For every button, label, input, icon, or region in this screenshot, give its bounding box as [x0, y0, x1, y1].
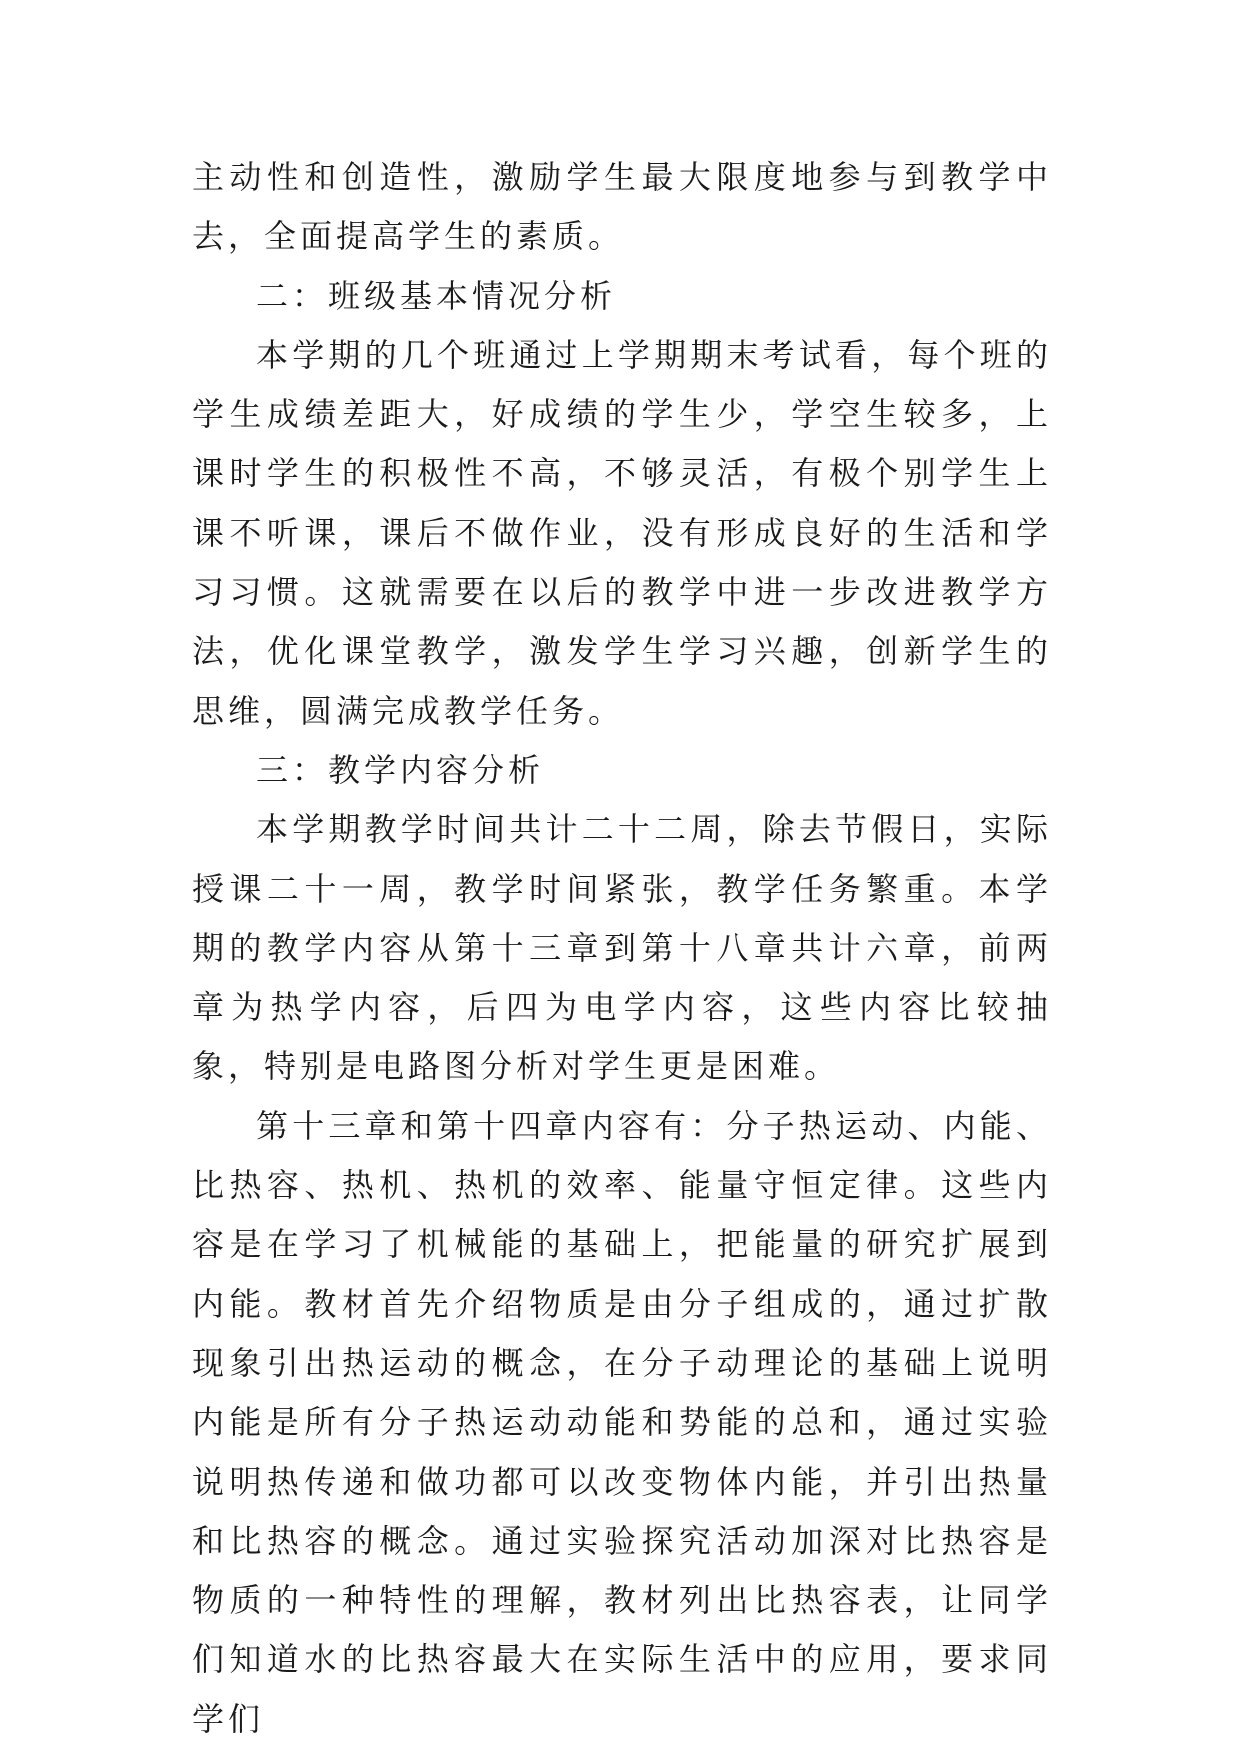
body-paragraph: 本学期教学时间共计二十二周，除去节假日，实际授课二十一周，教学时间紧张，教学任务繁重。本学期的教学内容从第十三章到第十八章共计六章，前两章为热学内容，后四为电学内容，这些内容比较抽象，特别是电路图分析对学生更是困难。 — [192, 810, 1052, 1086]
section-heading-class-analysis: 二：班级基本情况分析 — [256, 276, 617, 315]
body-paragraph: 第十三章和第十四章内容有：分子热运动、内能、比热容、热机、热机的效率、能量守恒定律。这些内容是在学习了机械能的基础上，把能量的研究扩展到内能。教材首先介绍物质是由分子组成的，通过扩散现象引出热运动的概念，在分子动理论的基础上说明内能是所有分子热运动动能和势能的总和，通过实验说明热传递和做功都可以改变物体内能，并引出热量和比热容的概念。通过实验探究活动加深对比热容是物质的一种特性的理解，教材列出比热容表，让同学们知道水的比热容最大在实际生活中的应用，要求同学们 — [192, 1106, 1052, 1738]
document-body — [192, 148, 1052, 1749]
body-paragraph: 主动性和创造性，激励学生最大限度地参与到教学中去，全面提高学生的素质。 — [192, 158, 1052, 256]
body-paragraph: 本学期的几个班通过上学期期末考试看，每个班的学生成绩差距大，好成绩的学生少，学空生较多，上课时学生的积极性不高，不够灵活，有极个别学生上课不听课，课后不做作业，没有形成良好的生活和学习习惯。这就需要在以后的教学中进一步改进教学方法，优化课堂教学，激发学生学习兴趣，创新学生的思维，圆满完成教学任务。 — [192, 335, 1052, 730]
section-heading-content-analysis: 三：教学内容分析 — [256, 750, 545, 789]
